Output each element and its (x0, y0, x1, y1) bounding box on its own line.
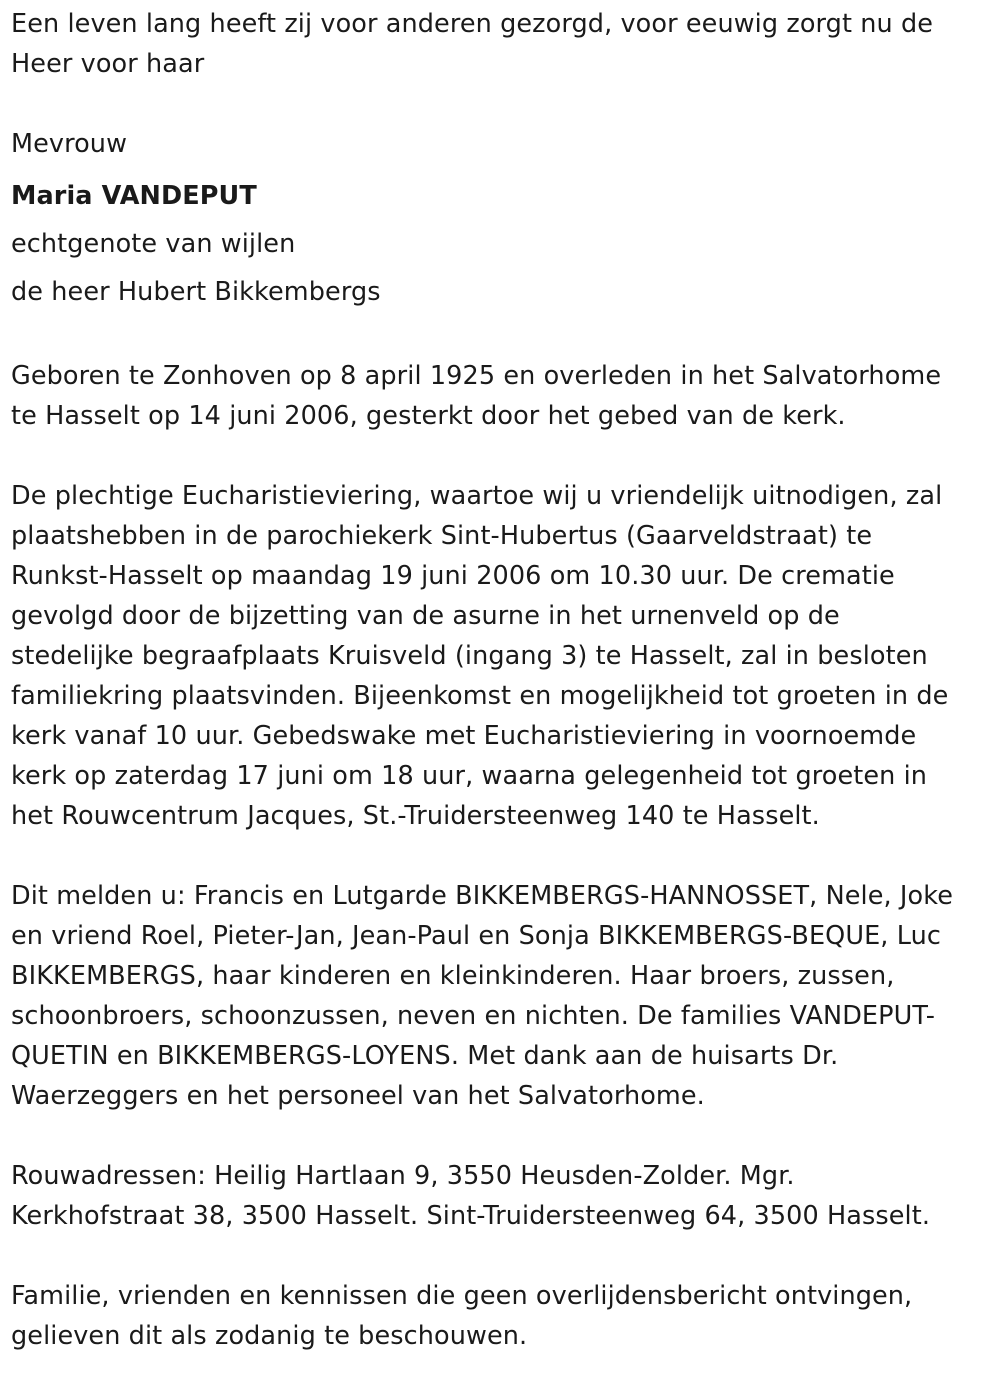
closing-line: Familie, vrienden en kennissen die geen overlijdensbericht ontvingen, (11, 1281, 913, 1311)
ceremony-line: het Rouwcentrum Jacques, St.-Truidersteenweg 140 te Hasselt. (11, 801, 820, 831)
motto-line: Een leven lang heeft zij voor anderen gezorgd, voor eeuwig zorgt nu de (11, 9, 934, 39)
ceremony-paragraph (11, 476, 989, 836)
deceased-name: Maria VANDEPUT (11, 181, 257, 211)
announcement-paragraph (11, 876, 989, 1116)
address-line: Kerkhofstraat 38, 3500 Hasselt. Sint-Truidersteenweg 64, 3500 Hasselt. (11, 1201, 931, 1231)
motto-line: Heer voor haar (11, 49, 205, 79)
announcement-line: Dit melden u: Francis en Lutgarde BIKKEMBERGS-HANNOSSET, Nele, Joke (11, 881, 953, 911)
birth-death-line: Geboren te Zonhoven op 8 april 1925 en overleden in het Salvatorhome (11, 361, 942, 391)
salutation: Mevrouw (11, 129, 128, 159)
ceremony-line: kerk vanaf 10 uur. Gebedswake met Eucharistieviering in voornoemde (11, 721, 917, 751)
birth-death-paragraph (11, 356, 989, 436)
relation: echtgenote van wijlen (11, 229, 296, 259)
closing-line: gelieven dit als zodanig te beschouwen. (11, 1321, 528, 1351)
ceremony-line: plaatshebben in de parochiekerk Sint-Hubertus (Gaarveldstraat) te (11, 521, 873, 551)
announcement-line: BIKKEMBERGS, haar kinderen en kleinkinderen. Haar broers, zussen, (11, 961, 895, 991)
addresses-paragraph (11, 1156, 989, 1236)
obituary-document (11, 4, 989, 1396)
birth-death-line: te Hasselt op 14 juni 2006, gesterkt door het gebed van de kerk. (11, 401, 846, 431)
ceremony-line: De plechtige Eucharistieviering, waartoe wij u vriendelijk uitnodigen, zal (11, 481, 943, 511)
spouse-name: de heer Hubert Bikkembergs (11, 277, 381, 307)
address-line: Rouwadressen: Heilig Hartlaan 9, 3550 Heusden-Zolder. Mgr. (11, 1161, 795, 1191)
ceremony-line: stedelijke begraafplaats Kruisveld (ingang 3) te Hasselt, zal in besloten (11, 641, 928, 671)
closing-paragraph (11, 1276, 989, 1356)
announcement-line: en vriend Roel, Pieter-Jan, Jean-Paul en Sonja BIKKEMBERGS-BEQUE, Luc (11, 921, 941, 951)
announcement-line: QUETIN en BIKKEMBERGS-LOYENS. Met dank aan de huisarts Dr. (11, 1041, 839, 1071)
announcement-line: Waerzeggers en het personeel van het Salvatorhome. (11, 1081, 705, 1111)
ceremony-line: kerk op zaterdag 17 juni om 18 uur, waarna gelegenheid tot groeten in (11, 761, 928, 791)
deceased-block (11, 124, 989, 316)
ceremony-line: Runkst-Hasselt op maandag 19 juni 2006 om 10.30 uur. De crematie (11, 561, 895, 591)
ceremony-line: familiekring plaatsvinden. Bijeenkomst en mogelijkheid tot groeten in de (11, 681, 949, 711)
motto-paragraph (11, 4, 989, 84)
announcement-line: schoonbroers, schoonzussen, neven en nichten. De families VANDEPUT- (11, 1001, 936, 1031)
ceremony-line: gevolgd door de bijzetting van de asurne in het urnenveld op de (11, 601, 840, 631)
